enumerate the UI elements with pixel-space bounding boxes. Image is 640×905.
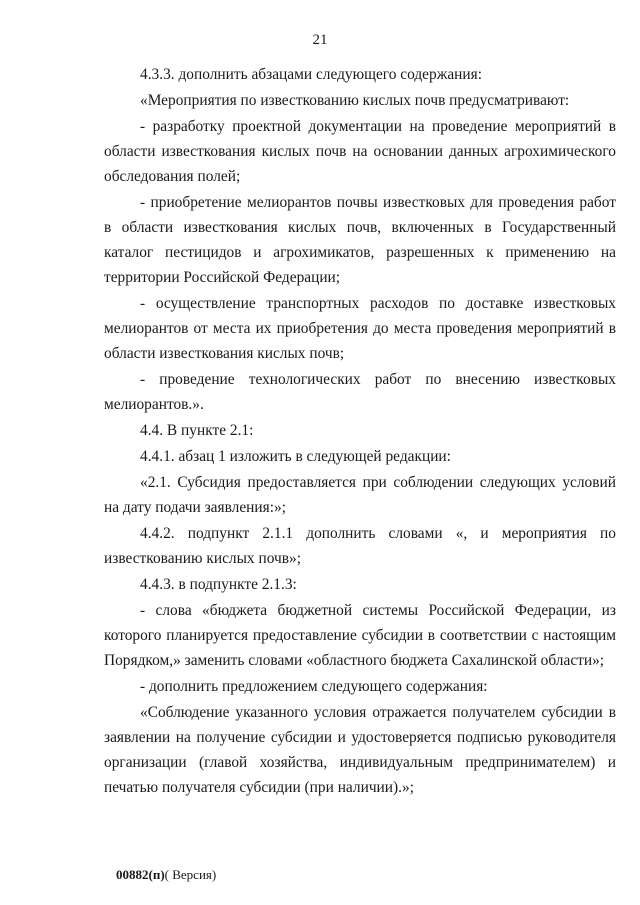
paragraph-transport-costs: - осуществление транспортных расходов по доставке известковых мелиорантов от места их приобретения до места проведения мероприятий в области известкования кислых почв; bbox=[104, 295, 616, 362]
paragraph-technological-works: - проведение технологических работ по внесению известковых мелиорантов.». bbox=[104, 371, 616, 413]
paragraph-condition-statement: «Соблюдение указанного условия отражается получателем субсидии в заявлении на получение субсидии и удостоверяется подписью руководителя организации (главой хозяйства, индивидуальным предпринимателем) и печатью получателя субсидии (при наличии).»; bbox=[104, 704, 616, 796]
paragraph-4-4: 4.4. В пункте 2.1: bbox=[140, 422, 254, 439]
paragraph-ameliorants-purchase: - приобретение мелиорантов почвы известковых для проведения работ в области известкования кислых почв, включенных в Государственный каталог пестицидов и агрохимикатов, разрешенных к применению на территории Российской Федерации; bbox=[104, 194, 616, 286]
paragraph-design-docs: - разработку проектной документации на проведение мероприятий в области известкования кислых почв на основании данных агрохимического обследования полей; bbox=[104, 118, 616, 185]
paragraph-4-4-1: 4.4.1. абзац 1 изложить в следующей редакции: bbox=[140, 448, 451, 465]
paragraph-add-sentence: - дополнить предложением следующего содержания: bbox=[140, 678, 488, 695]
document-code: 00882(п) bbox=[116, 867, 165, 882]
paragraph-replace-words: - слова «бюджета бюджетной системы Российской Федерации, из которого планируется предоставление субсидии в соответствии с настоящим Порядком,» заменить словами «областного бюджета Сахалинской области»; bbox=[104, 602, 616, 669]
document-footer bbox=[116, 867, 216, 883]
paragraph-2-1-text: «2.1. Субсидия предоставляется при соблюдении следующих условий на дату подачи заявления:»; bbox=[104, 474, 616, 516]
document-body bbox=[104, 62, 616, 801]
paragraph-4-4-2: 4.4.2. подпункт 2.1.1 дополнить словами «, и мероприятия по известкованию кислых почв»; bbox=[104, 525, 616, 567]
paragraph-4-4-3: 4.4.3. в подпункте 2.1.3: bbox=[140, 576, 297, 593]
paragraph-liming-intro: «Мероприятия по известкованию кислых почв предусматривают: bbox=[140, 92, 570, 109]
page-number: 21 bbox=[312, 32, 328, 48]
paragraph-4-3-3: 4.3.3. дополнить абзацами следующего содержания: bbox=[140, 66, 482, 83]
document-version: ( Версия) bbox=[164, 867, 217, 882]
